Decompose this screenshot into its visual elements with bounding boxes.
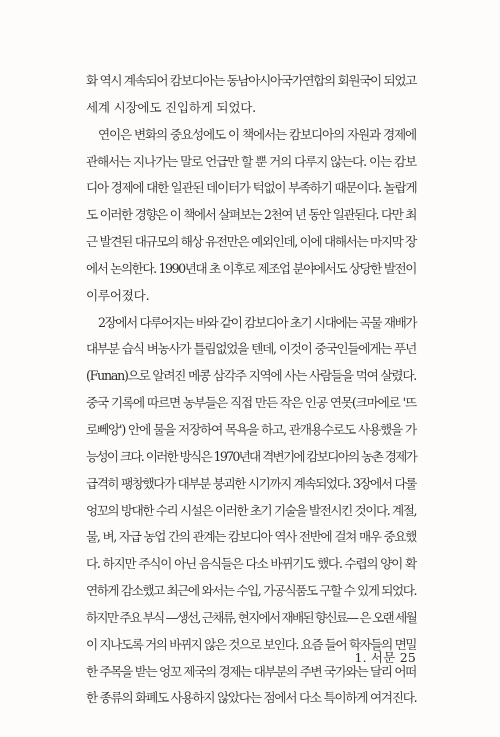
text-line: 물, 벼, 자급 농업 간의 관계는 캄보디아 역사 전반에 걸쳐 매우 중요했: [86, 529, 416, 545]
text-line: 근 발견된 대규모의 해상 유전만은 예외인데, 이에 대해서는 마지막 장: [86, 234, 416, 250]
chapter-label: 1. 서문: [354, 650, 396, 665]
text-line: 연이은 변화의 중요성에도 이 책에서는 캄보디아의 자원과 경제에: [98, 126, 416, 142]
text-line: 2장에서 다루어지는 바와 같이 캄보디아 초기 시대에는 곡물 재배가: [98, 314, 416, 330]
text-line: 디아 경제에 대한 일관된 데이터가 턱없이 부족하기 때문이다. 놀랍게: [86, 180, 417, 196]
text-line: 중국 기록에 따르면 농부들은 직접 만든 작은 인공 연못(크마에로 '뜨: [86, 395, 416, 411]
text-line: 관해서는 지나가는 말로 언급만 할 뿐 거의 다루지 않는다. 이는 캄보: [86, 153, 416, 169]
page-number: 25: [399, 650, 416, 665]
text-line: 로뻬앙') 안에 물을 저장하여 목욕을 하고, 관개용수로도 사용했을 가: [86, 421, 416, 437]
text-line: 연하게 감소했고 최근에 와서는 수입, 가공식품도 구할 수 있게 되었다.: [86, 583, 416, 599]
text-line: 능성이 크다. 이러한 방식은 1970년대 격변기에 캄보디아의 농촌 경제가: [86, 448, 416, 464]
text-line: (Funan)으로 알려진 메콩 삼각주 지역에 사는 사람들을 먹여 살렸다.: [86, 368, 416, 384]
text-line: 한 주목을 받는 엉꼬 제국의 경제는 대부분의 주변 국가와는 달리 어떠: [86, 663, 416, 679]
text-line: 화 역시 계속되어 캄보디아는 동남아시아국가연합의 회원국이 되었고: [86, 73, 416, 88]
text-line: 하지만 주요 부식 —생선, 근채류, 현지에서 재배된 향신료— 은 오랜 세월: [86, 609, 416, 625]
text-line: 다. 하지만 주식이 아닌 음식들은 다소 바뀌기도 했다. 수렵의 양이 확: [86, 556, 416, 572]
body-text: [86, 68, 416, 712]
text-line: 대부분 습식 벼농사가 틀림없었을 텐데, 이것이 중국인들에게는 푸넌: [86, 341, 416, 357]
text-line: 세계 시장에도 진입하게 되었다.: [86, 99, 256, 115]
text-line: 에서 논의한다. 1990년대 초 이후로 제조업 분야에서도 상당한 발전이: [86, 260, 416, 276]
text-line: 이루어졌다.: [86, 287, 150, 303]
text-line: 한 종류의 화폐도 사용하지 않았다는 점에서 다소 특이하게 여겨진다.: [86, 690, 417, 706]
text-line: 급격히 팽창했다가 대부분 붕괴한 시기까지 계속되었다. 3장에서 다룰: [86, 475, 416, 491]
running-footer: [330, 648, 416, 666]
text-line: 엉꼬의 방대한 수리 시설은 이러한 초기 기술을 발전시킨 것이다. 계절,: [86, 502, 416, 518]
text-line: 도 이러한 경향은 이 책에서 살펴보는 2천여 년 동안 일관된다. 다만 최: [86, 207, 416, 223]
text-line: 이 지나도록 거의 바뀌지 않은 것으로 보인다. 요즘 들어 학자들의 면밀: [86, 636, 416, 652]
